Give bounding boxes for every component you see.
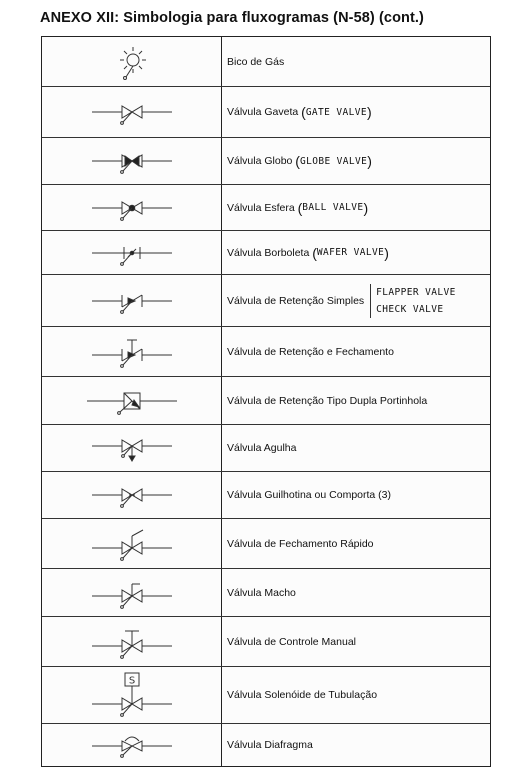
table-row	[42, 617, 490, 667]
check-valve-icon	[42, 275, 222, 326]
table-row	[42, 37, 490, 87]
table-row	[42, 569, 490, 617]
row-description: Bico de Gás	[227, 55, 285, 68]
table-row	[42, 724, 490, 766]
knife-gate-valve-icon	[42, 472, 222, 518]
diaphragm-valve-icon	[42, 724, 222, 766]
table-row	[42, 87, 490, 138]
page-title: ANEXO XII: Simbologia para fluxogramas (N-58) (cont.)	[40, 10, 424, 26]
table-row	[42, 327, 490, 377]
table-row	[42, 667, 490, 724]
row-description: Válvula Guilhotina ou Comporta (3)	[227, 489, 392, 501]
row-description: Válvula Diafragma	[227, 739, 313, 751]
table-row	[42, 472, 490, 519]
row-description: Válvula de Fechamento Rápido	[227, 537, 374, 550]
stop-check-valve-icon	[42, 327, 222, 376]
solenoid-letter: S	[128, 675, 135, 687]
row-description: Válvula de Controle Manual	[227, 635, 356, 648]
row-description: Válvula Agulha	[227, 442, 297, 454]
quick-closing-valve-icon	[42, 519, 222, 568]
handwritten-notes: FLAPPER VALVE CHECK VALVE	[370, 284, 456, 318]
row-description: Válvula Macho	[227, 586, 296, 599]
row-description: Válvula Globo ( GLOBE VALVE )	[227, 153, 372, 169]
symbol-table	[41, 36, 491, 767]
row-description: Válvula de Retenção e Fechamento	[227, 345, 394, 358]
row-description: Válvula de Retenção Tipo Dupla Portinhola	[227, 394, 428, 407]
butterfly-valve-icon	[42, 231, 222, 274]
table-row	[42, 519, 490, 569]
row-description: Válvula Borboleta ( WAFER VALVE )	[227, 244, 389, 261]
plug-valve-icon	[42, 569, 222, 616]
ball-valve-icon	[42, 185, 222, 230]
gas-nozzle-icon	[42, 37, 222, 86]
manual-control-valve-icon	[42, 617, 222, 666]
table-row	[42, 138, 490, 185]
table-row	[42, 185, 490, 231]
solenoid-valve-icon	[42, 667, 222, 723]
row-description: Válvula Gaveta ( GATE VALVE )	[227, 104, 372, 120]
table-row	[42, 425, 490, 472]
gate-valve-icon	[42, 87, 222, 137]
dual-plate-check-valve-icon	[42, 377, 222, 424]
row-description: Válvula de Retenção Simples FLAPPER VALVE CHECK VALVE	[222, 275, 490, 326]
row-description: Válvula Solenóide de Tubulação	[227, 689, 378, 701]
table-row	[42, 377, 490, 425]
table-row	[42, 275, 490, 327]
needle-valve-icon	[42, 425, 222, 471]
row-description: Válvula Esfera ( BALL VALVE )	[227, 199, 369, 216]
globe-valve-icon	[42, 138, 222, 184]
table-row	[42, 231, 490, 275]
